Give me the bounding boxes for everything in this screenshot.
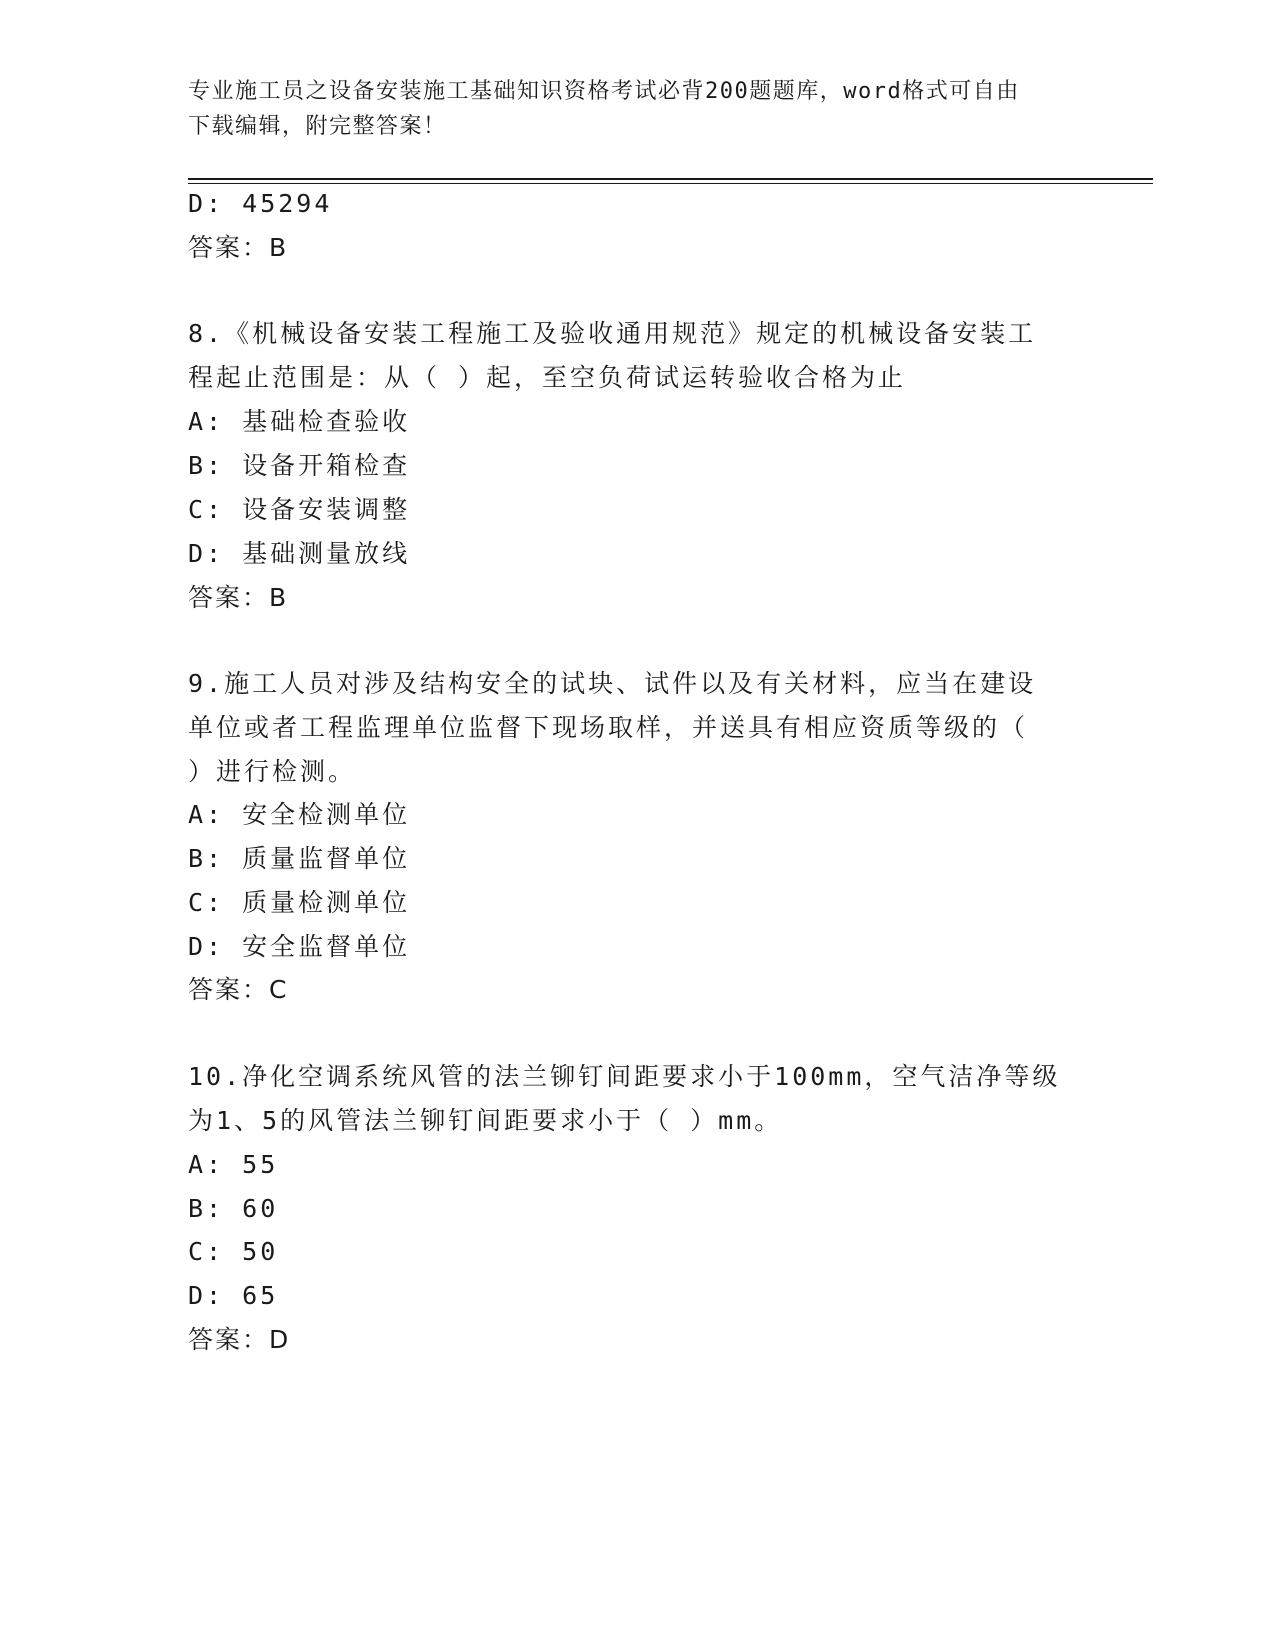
answer-line: 答案：B (188, 233, 289, 262)
option-c: C: 设备安装调整 (188, 495, 411, 524)
option-d: D: 65 (188, 1281, 279, 1310)
question-stem-line: 程起止范围是：从（ ）起，至空负荷试运转验收合格为止 (188, 363, 907, 392)
option-b: B: 设备开箱检查 (188, 451, 411, 480)
header-title-line-1: 专业施工员之设备安装施工基础知识资格考试必背200题题库，word格式可自由 (188, 79, 1020, 104)
header-divider-thin (188, 183, 1153, 184)
option-b: B: 60 (188, 1194, 279, 1223)
option-d: D: 基础测量放线 (188, 539, 411, 568)
question-stem-line: 10.净化空调系统风管的法兰铆钉间距要求小于100mm，空气洁净等级 (188, 1062, 1061, 1091)
option-b: B: 质量监督单位 (188, 844, 411, 873)
option-a: A: 55 (188, 1150, 279, 1179)
header-title-line-2: 下载编辑，附完整答案！ (188, 114, 447, 139)
option-a: A: 基础检查验收 (188, 407, 411, 436)
option-c: C: 50 (188, 1237, 279, 1266)
document-header (188, 74, 1068, 144)
question-stem-line: ）进行检测。 (188, 757, 357, 786)
option-d: D: 45294 (188, 189, 333, 218)
question-stem-line: 为1、5的风管法兰铆钉间距要求小于（ ）mm。 (188, 1106, 783, 1135)
header-divider-thick (188, 178, 1153, 180)
question-stem-line: 9.施工人员对涉及结构安全的试块、试件以及有关材料，应当在建设 (188, 669, 1037, 698)
option-d: D: 安全监督单位 (188, 932, 411, 961)
option-a: A: 安全检测单位 (188, 800, 411, 829)
answer-line: 答案：B (188, 583, 289, 612)
question-stem-line: 8.《机械设备安装工程施工及验收通用规范》规定的机械设备安装工 (188, 319, 1037, 348)
question-stem-line: 单位或者工程监理单位监督下现场取样，并送具有相应资质等级的（ (188, 713, 1029, 742)
answer-line: 答案：D (188, 1325, 291, 1354)
answer-line: 答案：C (188, 975, 289, 1004)
option-c: C: 质量检测单位 (188, 888, 411, 917)
